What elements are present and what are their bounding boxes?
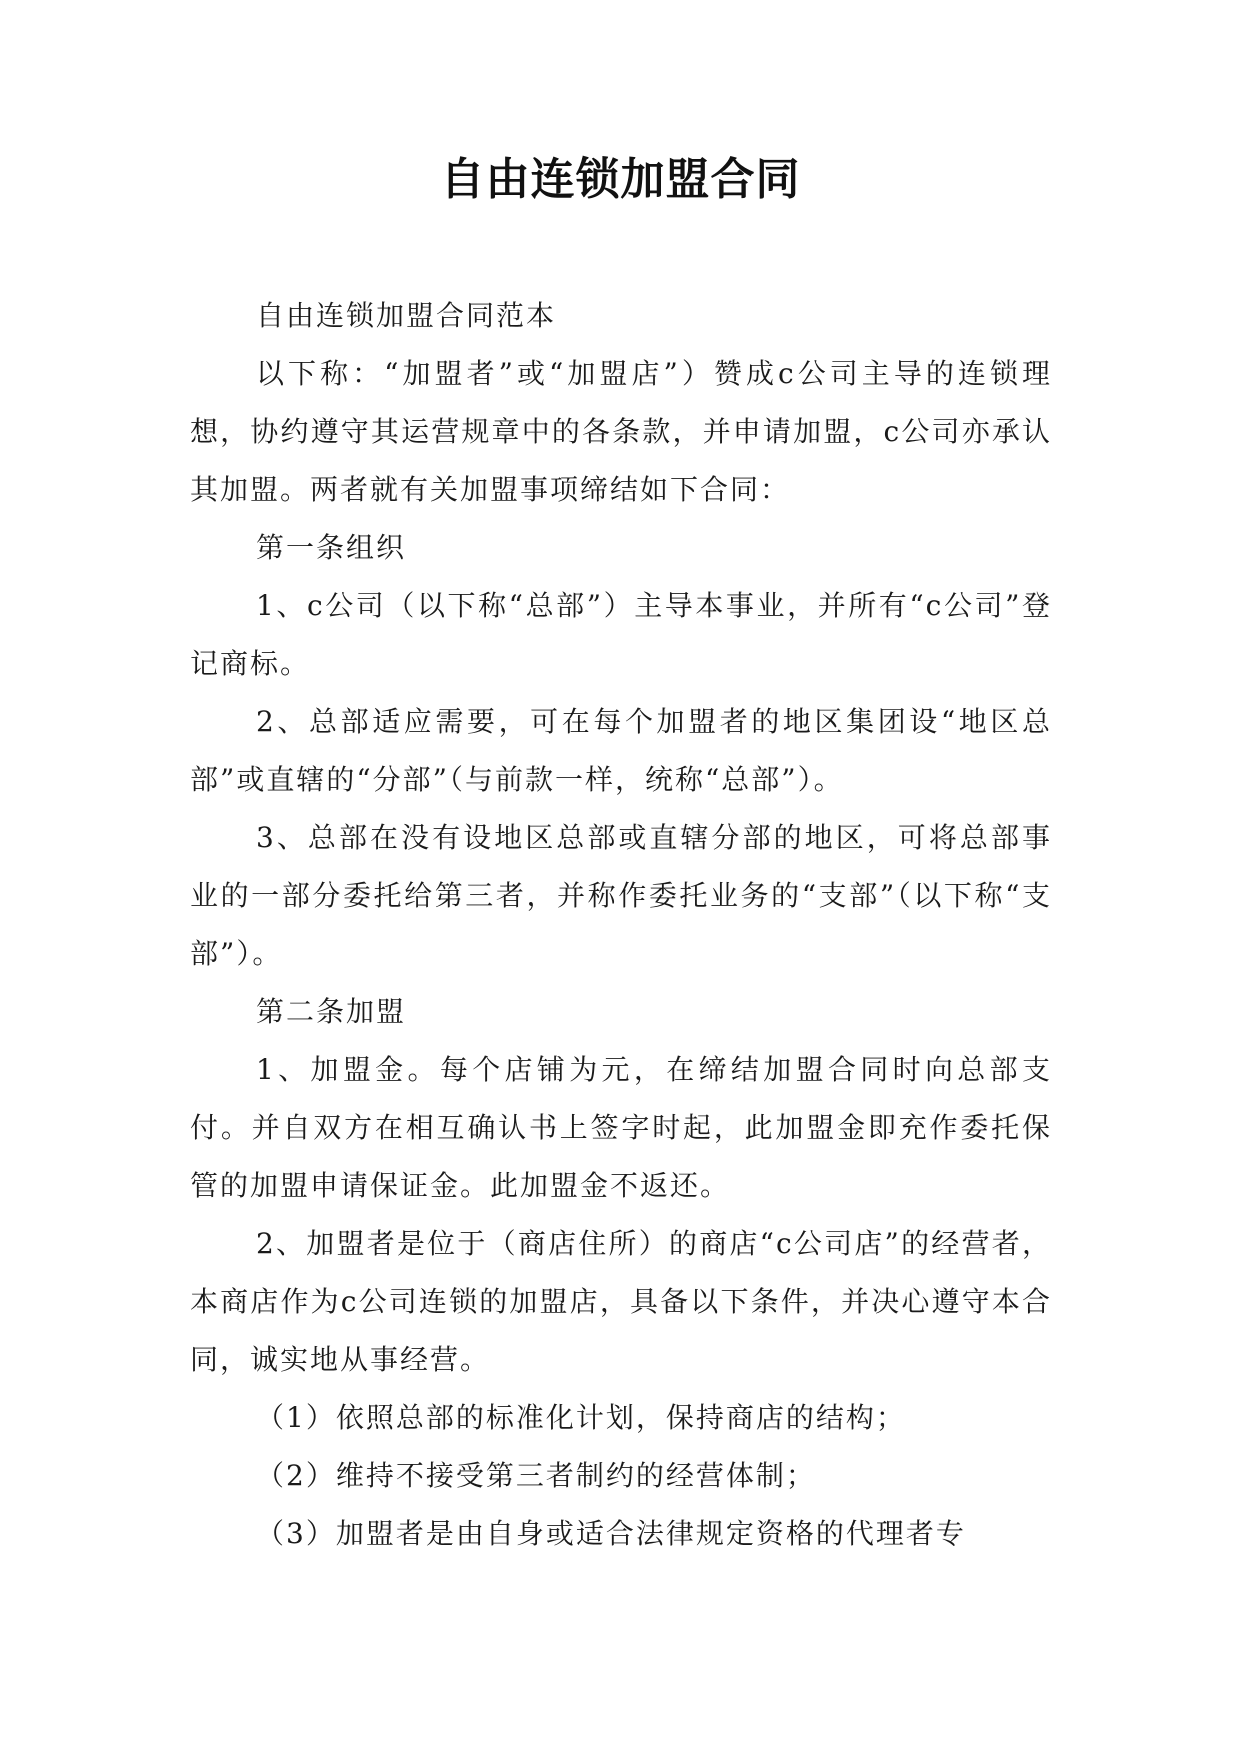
clause-1-2: 2、总部适应需要，可在每个加盟者的地区集团设“地区总部”或直辖的“分部”（与前款一样，统称“总部”）。 xyxy=(190,705,1052,796)
clause-2-1: 1、加盟金。每个店铺为元，在缔结加盟合同时向总部支付。并自双方在相互确认书上签字时起，此加盟金即充作委托保管的加盟申请保证金。此加盟金不返还。 xyxy=(190,1053,1052,1202)
clause-1-1: 1、c公司（以下称“总部”）主导本事业，并所有“c公司”登记商标。 xyxy=(190,589,1052,680)
paragraph-preamble: 以下称：“加盟者”或“加盟店”）赞成c公司主导的连锁理想，协约遵守其运营规章中的各条款，并申请加盟，c公司亦承认其加盟。两者就有关加盟事项缔结如下合同： xyxy=(190,357,1052,506)
article-heading-2: 第二条加盟 xyxy=(256,995,407,1028)
clause-2-2: 2、加盟者是位于（商店住所）的商店“c公司店”的经营者，本商店作为c公司连锁的加盟店，具备以下条件，并决心遵守本合同，诚实地从事经营。 xyxy=(190,1227,1052,1376)
document-body xyxy=(190,287,1052,1563)
condition-item: （3）加盟者是由自身或适合法律规定资格的代理者专 xyxy=(256,1517,966,1550)
clause-1-3: 3、总部在没有设地区总部或直辖分部的地区，可将总部事业的一部分委托给第三者，并称作委托业务的“支部”（以下称“支部”）。 xyxy=(190,821,1052,970)
condition-item: （2）维持不接受第三者制约的经营体制； xyxy=(256,1459,816,1492)
article-heading-1: 第一条组织 xyxy=(256,531,407,564)
paragraph-subtitle: 自由连锁加盟合同范本 xyxy=(256,299,557,332)
condition-item: （1）依照总部的标准化计划，保持商店的结构； xyxy=(256,1401,906,1434)
page-title: 自由连锁加盟合同 xyxy=(440,154,801,205)
